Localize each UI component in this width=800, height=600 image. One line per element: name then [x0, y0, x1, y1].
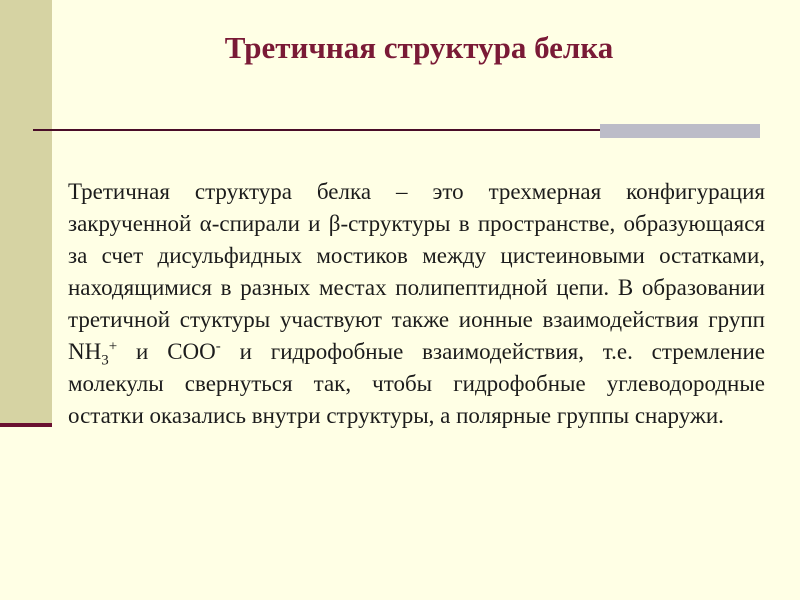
body-text-part-3: и гидрофобные взаимодействия, т.е. стремление молекулы свернуться так, чтобы гидрофобные углеводородные остатки оказались внутри структуры, а полярные группы снаружи.	[68, 339, 765, 428]
coo-charge-superscript: -	[215, 338, 221, 355]
slide-body-text	[68, 176, 765, 432]
nh3-charge-superscript: +	[108, 338, 118, 355]
slide-title: Третичная структура белка	[224, 30, 614, 65]
nh3-subscript: 3	[101, 352, 109, 369]
body-text-part-2: и COO	[117, 339, 216, 364]
body-text-part-1: Третичная структура белка – это трехмерная конфигурация закрученной α-спирали и β-структуры в пространстве, образующаяся за счет дисульфидных мостиков между цистеиновыми остатками, находящимися в разных местах полипептидной цепи. В образовании третичной стуктуры участвуют также ионные взаимодействия групп NH	[68, 179, 765, 364]
left-band-accent-line	[0, 423, 52, 427]
title-divider-bar	[600, 124, 760, 138]
